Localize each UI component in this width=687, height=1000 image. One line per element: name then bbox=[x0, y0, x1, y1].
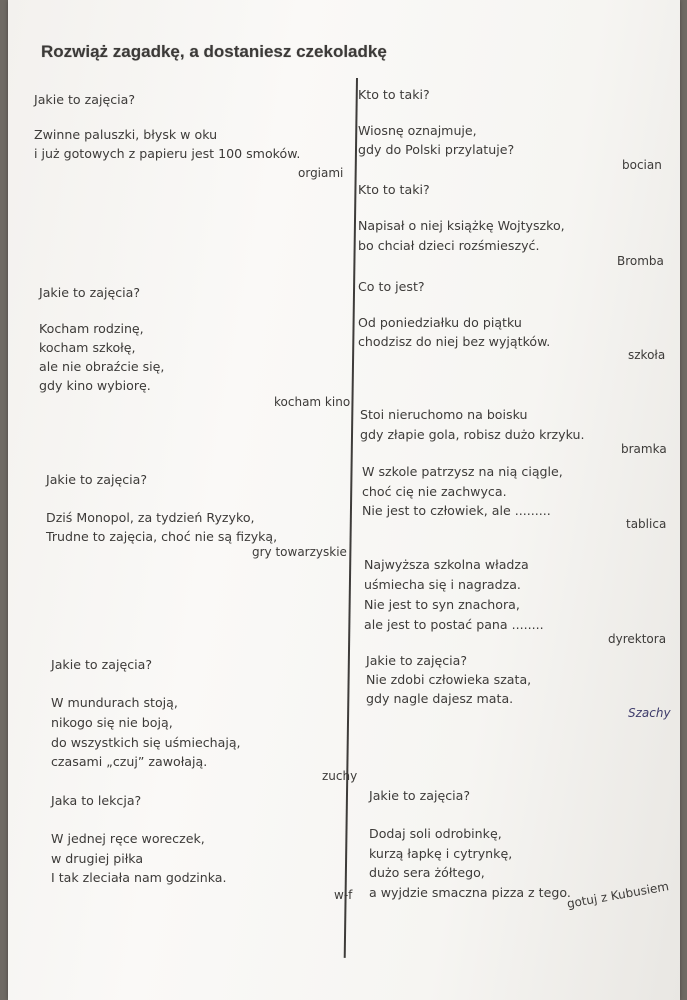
riddle-line: Stoi nieruchomo na boisku bbox=[360, 407, 528, 422]
riddle-line: a wyjdzie smaczna pizza z tego. bbox=[369, 885, 571, 900]
riddle-question: Jakie to zajęcia? bbox=[51, 657, 153, 672]
riddle-line: Dziś Monopol, za tydzień Ryzyko, bbox=[46, 510, 255, 525]
riddle-question: Kto to taki? bbox=[358, 182, 430, 197]
riddle-line: W mundurach stoją, bbox=[51, 695, 178, 710]
riddle-line: Nie zdobi człowieka szata, bbox=[366, 672, 532, 687]
riddle-answer: Szachy bbox=[628, 706, 671, 720]
riddle-answer: bramka bbox=[621, 442, 667, 456]
riddle-line: kocham szkołę, bbox=[39, 340, 136, 355]
riddle-answer: bocian bbox=[622, 158, 662, 172]
riddle-line: ale nie obraźcie się, bbox=[39, 359, 165, 374]
riddle-question: Jakie to zajęcia? bbox=[34, 92, 136, 107]
riddle-line: gdy do Polski przylatuje? bbox=[358, 142, 515, 157]
riddle-line: i już gotowych z papieru jest 100 smoków. bbox=[34, 146, 301, 161]
riddle-question: Jakie to zajęcia? bbox=[369, 788, 471, 803]
riddle-answer: dyrektora bbox=[608, 632, 667, 646]
riddle-line: W szkole patrzysz na nią ciągle, bbox=[362, 464, 563, 479]
riddle-line: gdy kino wybiorę. bbox=[39, 378, 151, 393]
riddle-line: I tak zleciała nam godzinka. bbox=[51, 870, 227, 885]
column-divider bbox=[344, 78, 358, 958]
riddle-answer: szkoła bbox=[628, 348, 666, 362]
riddle-line: W jednej ręce woreczek, bbox=[51, 831, 205, 846]
riddle-answer: zuchy bbox=[322, 769, 358, 783]
riddle-line: uśmiecha się i nagradza. bbox=[364, 577, 521, 592]
riddle-answer: kocham kino bbox=[274, 395, 351, 409]
riddle-line: czasami „czuj” zawołają. bbox=[51, 754, 208, 769]
riddle-question: Jakie to zajęcia? bbox=[39, 285, 141, 300]
riddle-line: Zwinne paluszki, błysk w oku bbox=[34, 127, 218, 142]
riddle-answer: orgiami bbox=[298, 166, 344, 180]
riddle-line: Wiosnę oznajmuje, bbox=[358, 123, 477, 138]
riddle-line: do wszystkich się uśmiechają, bbox=[51, 735, 241, 750]
riddle-line: gdy złapie gola, robisz dużo krzyku. bbox=[360, 427, 585, 442]
riddle-line: Dodaj soli odrobinkę, bbox=[369, 826, 502, 841]
riddle-line: chodzisz do niej bez wyjątków. bbox=[358, 334, 551, 349]
riddle-line: Napisał o niej książkę Wojtyszko, bbox=[358, 218, 565, 233]
riddle-line: choć cię nie zachwyca. bbox=[362, 484, 507, 499]
riddle-answer: gry towarzyskie bbox=[252, 545, 347, 559]
riddle-line: Najwyższa szkolna władza bbox=[364, 557, 529, 572]
riddle-answer: Bromba bbox=[617, 254, 664, 268]
riddle-line: Nie jest to syn znachora, bbox=[364, 597, 520, 612]
riddle-line: Od poniedziałku do piątku bbox=[358, 315, 522, 330]
riddle-question: Jaka to lekcja? bbox=[51, 793, 142, 808]
paper-sheet bbox=[8, 0, 680, 1000]
riddle-line: bo chciał dzieci rozśmieszyć. bbox=[358, 238, 540, 253]
page-title: Rozwiąż zagadkę, a dostaniesz czekoladkę bbox=[41, 42, 387, 61]
riddle-answer: tablica bbox=[626, 517, 667, 531]
riddle-answer: w-f bbox=[334, 888, 353, 902]
riddle-answer: gotuj z Kubusiem bbox=[565, 879, 670, 911]
riddle-question: Jakie to zajęcia? bbox=[46, 472, 148, 487]
riddle-line: Kocham rodzinę, bbox=[39, 321, 144, 336]
riddle-line: Nie jest to człowiek, ale ......... bbox=[362, 503, 551, 518]
riddle-line: Trudne to zajęcia, choć nie są fizyką, bbox=[46, 529, 278, 544]
riddle-line: ale jest to postać pana ........ bbox=[364, 617, 544, 632]
riddle-line: nikogo się nie boją, bbox=[51, 715, 173, 730]
riddle-line: dużo sera żółtego, bbox=[369, 865, 485, 880]
riddle-question: Jakie to zajęcia? bbox=[366, 653, 468, 668]
riddle-line: gdy nagle dajesz mata. bbox=[366, 691, 514, 706]
riddle-question: Kto to taki? bbox=[358, 87, 430, 102]
riddle-question: Co to jest? bbox=[358, 279, 425, 294]
riddle-line: w drugiej piłka bbox=[51, 851, 144, 866]
riddle-line: kurzą łapkę i cytrynkę, bbox=[369, 846, 513, 861]
